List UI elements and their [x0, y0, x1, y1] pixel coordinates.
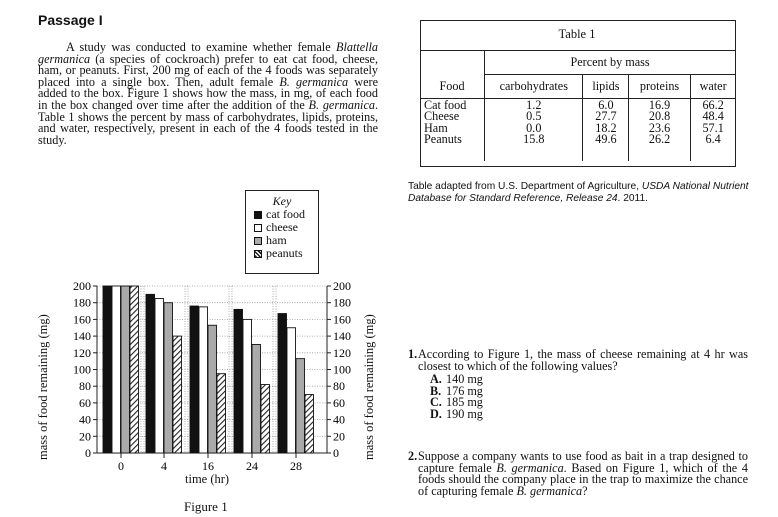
x-tick-label: 4	[161, 459, 167, 473]
bar-ham	[121, 286, 130, 453]
col-lipids: lipids	[583, 75, 629, 99]
bar-cheese	[155, 299, 164, 453]
option-d[interactable]: D. 190 mg	[430, 406, 483, 421]
x-tick-label: 16	[202, 459, 214, 473]
legend-item-cheese: cheese	[246, 221, 318, 234]
food-column: Cat food Cheese Ham Peanuts	[420, 99, 485, 161]
bar-cheese	[243, 319, 252, 453]
bar-ham	[164, 303, 173, 453]
x-tick-label: 0	[118, 459, 124, 473]
table-source: Table adapted from U.S. Department of Agriculture, USDA National Nutrient Database for Standard Reference, Release 24. 2011.	[408, 181, 749, 204]
option-b[interactable]: B. 176 mg	[430, 383, 483, 398]
col-proteins: proteins	[629, 75, 690, 99]
y-axis-label-right: mass of food remaining (mg)	[362, 314, 376, 460]
passage-text: A study was conducted to examine whether female Blattella germanica (a species of cockroach) prefer to eat cat food, cheese, ham, or peanuts. First, 200 mg of each of the 4 foods was separately placed into a single box. Then, adult female B. germanica were added to the box. Figure 1 shows how the mass, in mg, of each food in the box changed over time after the addition of the B. germanica. Table 1 shows the percent by mass of carbohydrates, lipids, proteins, and water, respectively, present in each of the 4 foods tested in the study.	[38, 40, 378, 147]
y-tick-label-right: 20	[333, 429, 345, 444]
y-tick-label-right: 200	[333, 279, 351, 293]
y-tick-label-right: 80	[333, 379, 345, 394]
y-tick-label-left: 60	[79, 395, 91, 410]
bar-cat-food	[278, 314, 287, 453]
nutrient-table	[420, 50, 736, 161]
y-tick-label-left: 100	[73, 362, 91, 377]
bar-ham	[252, 344, 261, 453]
y-tick-label-right: 60	[333, 395, 345, 410]
proteins-column: 16.9 20.8 23.6 26.2	[629, 99, 690, 161]
lipids-column: 6.0 27.7 18.2 49.6	[583, 99, 629, 161]
legend-item-cat-food: cat food	[246, 208, 318, 221]
figure-caption: Figure 1	[184, 499, 228, 514]
y-tick-label-left: 200	[73, 279, 91, 293]
col-carbohydrates: carbohydrates	[485, 75, 583, 99]
passage-heading: Passage I	[38, 12, 103, 28]
question-1: 1. According to Figure 1, the mass of cheese remaining at 4 hr was closest to which of the following values? A. 140 mg B. 176 mg C. 185 mg D. 190 mg	[408, 347, 748, 421]
y-tick-label-left: 140	[73, 329, 91, 344]
y-tick-label-right: 180	[333, 295, 351, 310]
table-title: Table 1	[558, 27, 596, 41]
water-column: 66.2 48.4 57.1 6.4	[690, 99, 735, 161]
col-food: Food	[420, 75, 485, 99]
chart-legend	[245, 190, 319, 274]
figure-1-chart	[0, 276, 360, 517]
legend-title: Key	[272, 194, 292, 208]
bar-peanuts	[173, 336, 182, 453]
question-1-options	[418, 374, 748, 420]
bar-ham	[296, 359, 305, 453]
bar-cheese	[199, 307, 208, 453]
bar-peanuts	[217, 374, 226, 453]
question-2-text: Suppose a company wants to use food as bait in a trap designed to capture female B. germanica. Based on Figure 1, which of the 4 foods should the company place in the trap to maximize the chance of capturing female B. germanica?	[418, 449, 748, 498]
y-tick-label-left: 80	[79, 379, 91, 394]
legend-item-peanuts: peanuts	[246, 247, 318, 260]
x-tick-label: 28	[290, 459, 302, 473]
bar-cat-food	[146, 294, 155, 453]
carbohydrates-column: 1.2 0.5 0.0 15.8	[485, 99, 583, 161]
bar-ham	[208, 325, 217, 453]
y-tick-label-left: 180	[73, 295, 91, 310]
bar-cheese	[112, 286, 121, 453]
bar-cat-food	[103, 286, 112, 453]
y-tick-label-left: 120	[73, 345, 91, 360]
y-tick-label-right: 0	[333, 446, 339, 460]
y-tick-label-right: 160	[333, 312, 351, 327]
bar-cheese	[287, 328, 296, 453]
y-tick-label-right: 100	[333, 362, 351, 377]
y-tick-label-left: 20	[79, 429, 91, 444]
bar-peanuts	[130, 286, 139, 453]
y-tick-label-right: 140	[333, 329, 351, 344]
question-2: 2. Suppose a company wants to use food as bait in a trap designed to capture female B. germanica. Based on Figure 1, which of the 4 foods should the company place in the trap to maximize the chance of capturing female B. germanica?	[408, 449, 748, 498]
bar-cat-food	[234, 309, 243, 453]
bar-cat-food	[190, 306, 199, 453]
x-axis-label: time (hr)	[185, 472, 230, 486]
y-tick-label-left: 0	[85, 446, 91, 460]
y-axis-label-left: mass of food remaining (mg)	[36, 314, 50, 460]
y-tick-label-right: 40	[333, 412, 345, 427]
bar-peanuts	[261, 385, 270, 453]
x-tick-label: 24	[246, 459, 258, 473]
bar-peanuts	[305, 395, 314, 453]
legend-item-ham: ham	[246, 234, 318, 247]
option-c[interactable]: C. 185 mg	[430, 395, 483, 410]
y-tick-label-right: 120	[333, 345, 351, 360]
y-tick-label-left: 40	[79, 412, 91, 427]
table-group-header: Percent by mass	[485, 51, 736, 75]
option-a[interactable]: A. 140 mg	[430, 372, 483, 387]
y-tick-label-left: 160	[73, 312, 91, 327]
question-1-text: According to Figure 1, the mass of cheese remaining at 4 hr was closest to which of the following values?	[418, 347, 748, 373]
col-water: water	[690, 75, 735, 99]
